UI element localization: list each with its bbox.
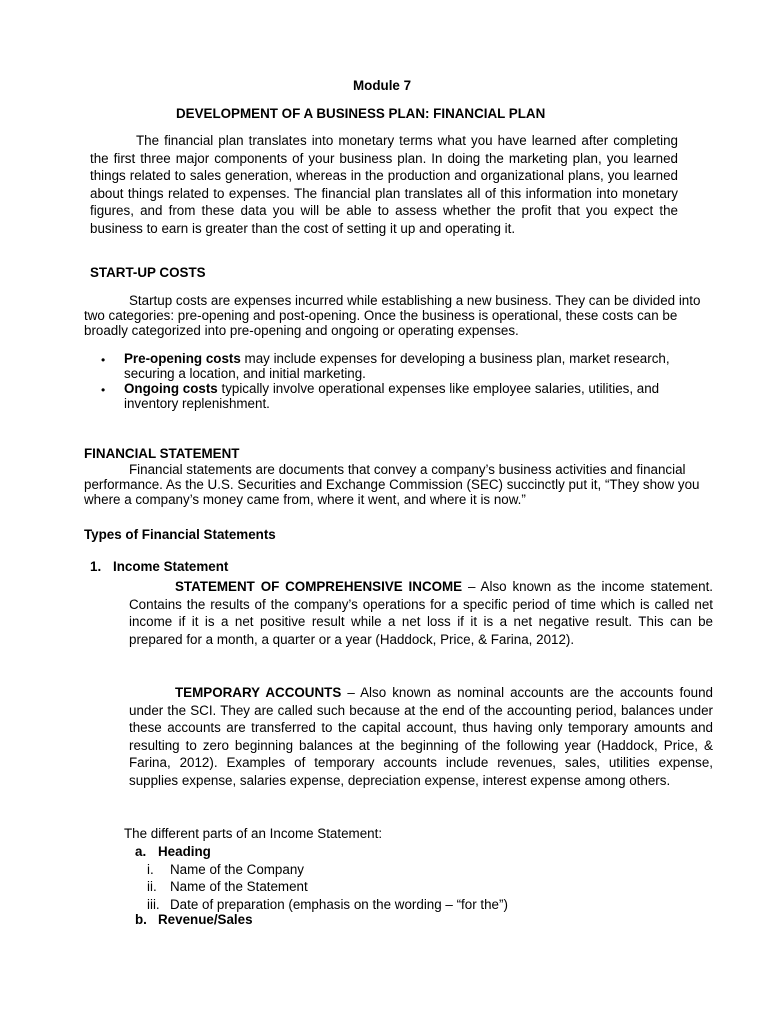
temporary-accounts-text: – Also known as nominal accounts are the accounts found under the SCI. They are called such because at the end of the accounting period, balances under these accounts are transferred to the capital account, thus having only temporary amounts and resulting to zero beginning balances at the beginning of the following year (Haddock, Price, & Farina, 2012). Examples of temporary accounts include revenues, sales, utilities expense, supplies expense, salaries expense, depreciation expense, interest expense among others. [129,685,714,788]
sub-marker: i. [147,862,154,877]
list-marker-a: a. [135,844,147,859]
bullet-term: Ongoing costs [124,381,218,396]
financial-statement-heading: FINANCIAL STATEMENT [84,446,240,461]
list-marker-b: b. [135,912,147,927]
income-statement-label: Income Statement [113,559,229,574]
temporary-accounts-term: TEMPORARY ACCOUNTS [175,685,342,700]
document-title: DEVELOPMENT OF A BUSINESS PLAN: FINANCIAL PLAN [176,106,546,121]
sub-marker: ii. [147,879,157,894]
financial-statement-text: Financial statements are documents that convey a company’s business activities and financial performance. As the U.S. Securities and Exchange Commission (SEC) succinctly put it, “They show you where a company’s money came from, where it went, and where it is now.” [84,462,700,508]
temporary-accounts-paragraph [129,684,713,790]
bullet-term: Pre-opening costs [124,351,241,366]
bullet-item-pre-opening [124,351,684,381]
bullet-text: typically involve operational expenses like employee salaries, utilities, and inventory replenishment. [124,381,660,412]
revenue-sales-label: Revenue/Sales [158,912,253,927]
financial-statement-paragraph [84,462,714,508]
module-title: Module 7 [353,78,412,93]
bullet-marker: • [101,383,106,397]
parts-intro: The different parts of an Income Statement: [124,826,383,841]
sci-text: – Also known as the income statement. Contains the results of the company’s operations for a specific period of time which is called net income if it is a net positive result while a net loss if it is a net negative result. This can be prepared for a month, a quarter or a year (Haddock, Price, & Farina, 2012). [129,579,714,647]
bullet-text: may include expenses for developing a business plan, market research, securing a location, and initial marketing. [124,351,670,382]
sub-item-company-name: Name of the Company [170,862,304,877]
startup-paragraph-text: Startup costs are expenses incurred while establishing a new business. They can be divided into two categories: pre-opening and post-opening. Once the business is operational, these costs can be broadly categorized into pre-opening and ongoing or operating expenses. [84,293,701,339]
sci-paragraph [129,578,713,648]
list-number-1: 1. [90,559,102,574]
heading-part-label: Heading [158,844,211,859]
sub-item-statement-name: Name of the Statement [170,879,308,894]
startup-heading: START-UP COSTS [90,265,206,280]
sub-marker: iii. [147,897,160,912]
bullet-marker: • [101,353,106,367]
intro-paragraph-text: The financial plan translates into monetary terms what you have learned after completing the first three major components of your business plan. In doing the marketing plan, you learned things related to sales generation, whereas in the production and organizational plans, you learned about things related to expenses. The financial plan translates all of this information into monetary figures, and from these data you will be able to assess whether the profit that you expect the business to earn is greater than the cost of setting it up and operating it. [90,133,678,236]
sub-item-date-of-preparation: Date of preparation (emphasis on the wording – “for the”) [170,897,508,912]
intro-paragraph [90,132,678,238]
types-heading: Types of Financial Statements [84,527,276,542]
bullet-item-ongoing [124,381,714,411]
sci-term: STATEMENT OF COMPREHENSIVE INCOME [175,579,463,594]
startup-paragraph [84,293,714,339]
